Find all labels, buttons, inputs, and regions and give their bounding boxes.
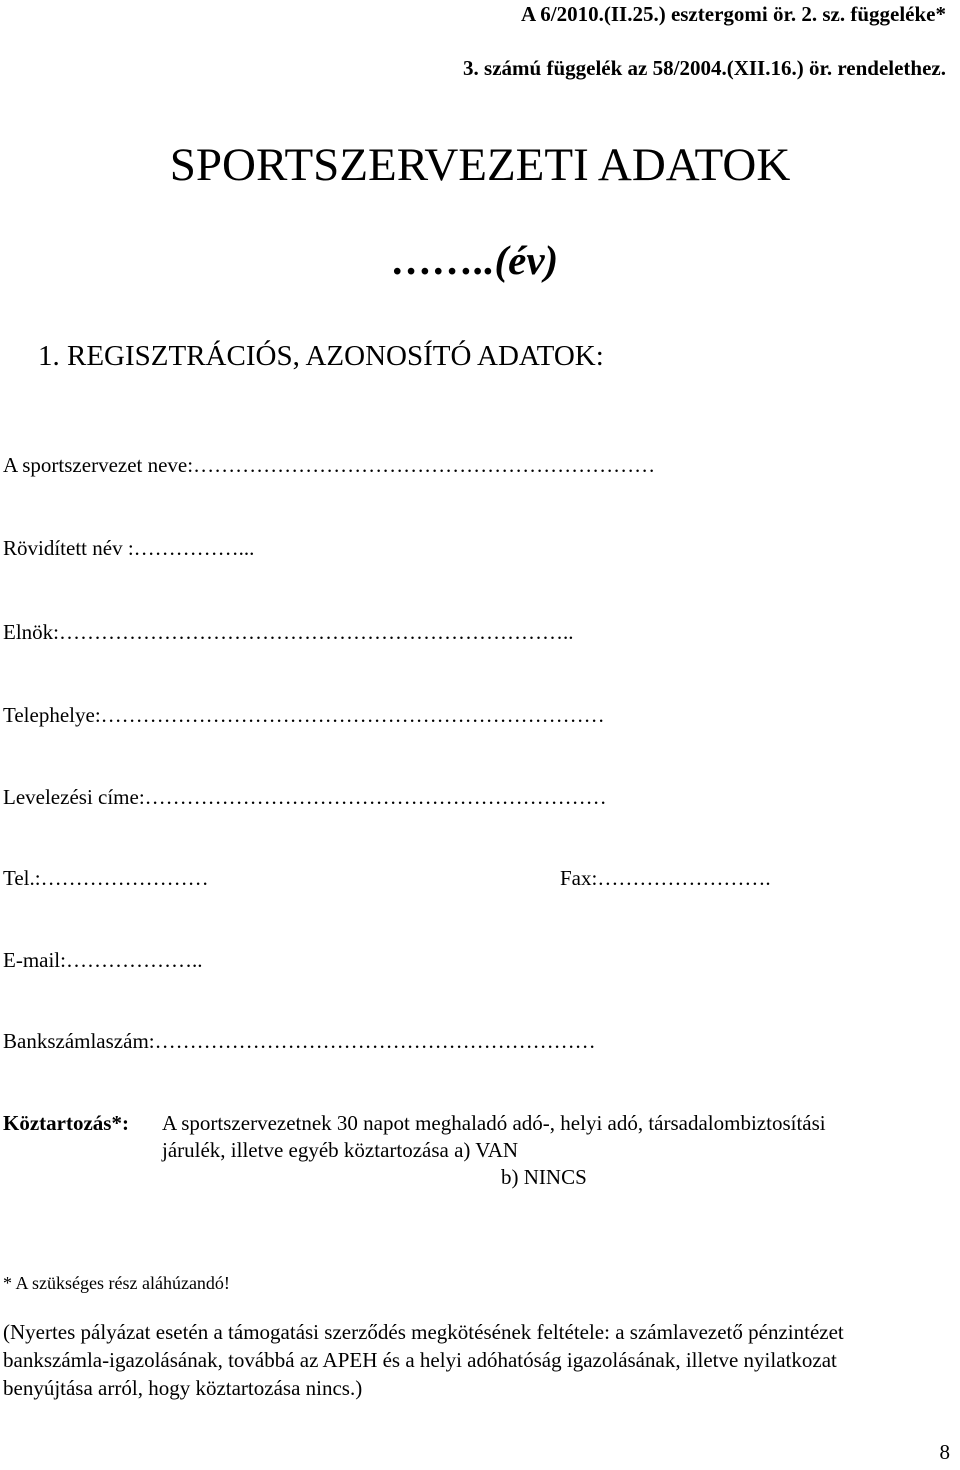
public-debt-option-no: b) NINCS	[501, 1165, 587, 1189]
field-mailing-address: Levelezési címe:…………………………………………………………	[3, 785, 607, 809]
public-debt-option-yes: járulék, illetve egyéb köztartozása a) VAN	[162, 1138, 519, 1162]
header-regulation-line-1: A 6/2010.(II.25.) esztergomi ör. 2. sz. függeléke*	[521, 2, 946, 26]
field-fax: Fax:…………………….	[560, 866, 771, 890]
document-title: SPORTSZERVEZETI ADATOK	[169, 139, 791, 191]
page-number: 8	[939, 1440, 950, 1464]
header-regulation-line-2: 3. számú függelék az 58/2004.(XII.16.) ör. rendelethez.	[463, 56, 946, 80]
year-placeholder: ……..(év)	[392, 237, 559, 283]
field-bank-account: Bankszámlaszám:………………………………………………………	[3, 1029, 596, 1053]
public-debt-label: Köztartozás*:	[3, 1111, 129, 1135]
field-tel: Tel.:……………………	[3, 866, 209, 890]
underline-note: * A szükséges rész aláhúzandó!	[3, 1273, 230, 1293]
condition-paragraph-line-3: benyújtása arról, hogy köztartozása nincs.)	[3, 1376, 363, 1400]
condition-paragraph-line-2: bankszámla-igazolásának, továbbá az APEH és a helyi adóhatóság igazolásának, illetve nyilatkozat	[3, 1348, 837, 1372]
field-email: E-mail:………………..	[3, 948, 203, 972]
field-short-name: Rövidített név :……………...	[3, 536, 255, 560]
field-president: Elnök:………………………………………………………………..	[3, 620, 574, 644]
public-debt-text-line-1: A sportszervezetnek 30 napot meghaladó adó-, helyi adó, társadalombiztosítási	[162, 1111, 826, 1135]
field-organization-name: A sportszervezet neve:…………………………………………………………	[3, 453, 656, 477]
field-site: Telephelye:………………………………………………………………	[3, 703, 605, 727]
condition-paragraph-line-1: (Nyertes pályázat esetén a támogatási szerződés megkötésének feltétele: a számlavezető pénzintézet	[3, 1320, 844, 1344]
section-heading: 1. REGISZTRÁCIÓS, AZONOSÍTÓ ADATOK:	[38, 340, 604, 372]
